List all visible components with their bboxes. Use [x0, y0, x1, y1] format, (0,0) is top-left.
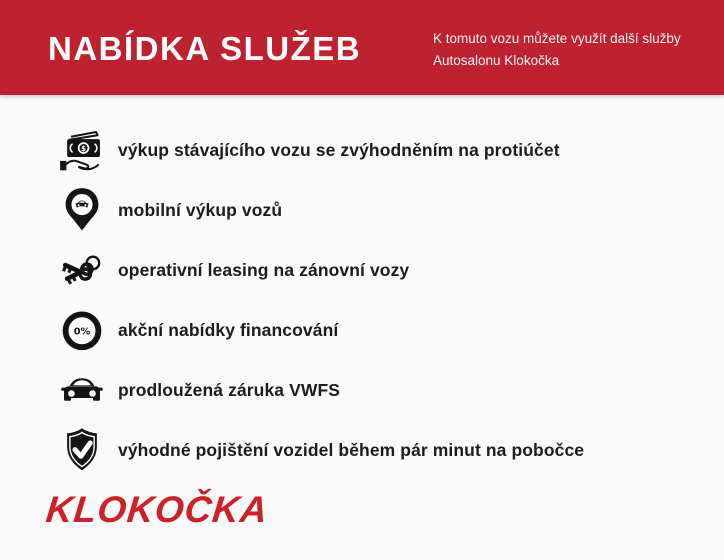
list-item-label: výhodné pojištění vozidel během pár minut na pobočce	[118, 439, 585, 460]
list-item-mobile-buyout	[0, 180, 724, 240]
header-subtitle-line2: Autosalonu Klokočka	[433, 52, 560, 68]
page-title: NABÍDKA SLUŽEB	[48, 30, 362, 67]
header-subtitle-line1: K tomuto vozu můžete využít další služby	[433, 31, 681, 46]
list-item-label: mobilní výkup vozů	[118, 199, 283, 220]
list-item-label: prodloužená záruka VWFS	[118, 379, 341, 400]
list-item-label: operativní leasing na zánovní vozy	[118, 259, 410, 280]
shield-check-icon	[56, 424, 108, 476]
header-banner	[0, 0, 724, 95]
zero-percent-icon	[56, 304, 108, 356]
cash-in-hand-icon	[56, 124, 108, 176]
list-item-label: výkup stávajícího vozu se zvýhodněním na protiúčet	[118, 139, 560, 160]
list-item-leasing	[0, 240, 724, 300]
zero-percent-badge-text: 0%	[73, 326, 91, 338]
services-list	[0, 120, 724, 480]
header-subtitle	[433, 28, 681, 71]
car-location-pin-icon	[56, 184, 108, 236]
list-item-label: akční nabídky financování	[118, 319, 339, 340]
svg-text:$: $	[81, 143, 87, 153]
list-item-insurance	[0, 420, 724, 480]
car-keys-icon	[56, 244, 108, 296]
car-front-icon	[56, 364, 108, 416]
klokocka-logo: KLOKOČKA	[44, 489, 271, 530]
list-item-financing	[0, 300, 724, 360]
list-item-trade-in	[0, 120, 724, 180]
list-item-warranty	[0, 360, 724, 420]
